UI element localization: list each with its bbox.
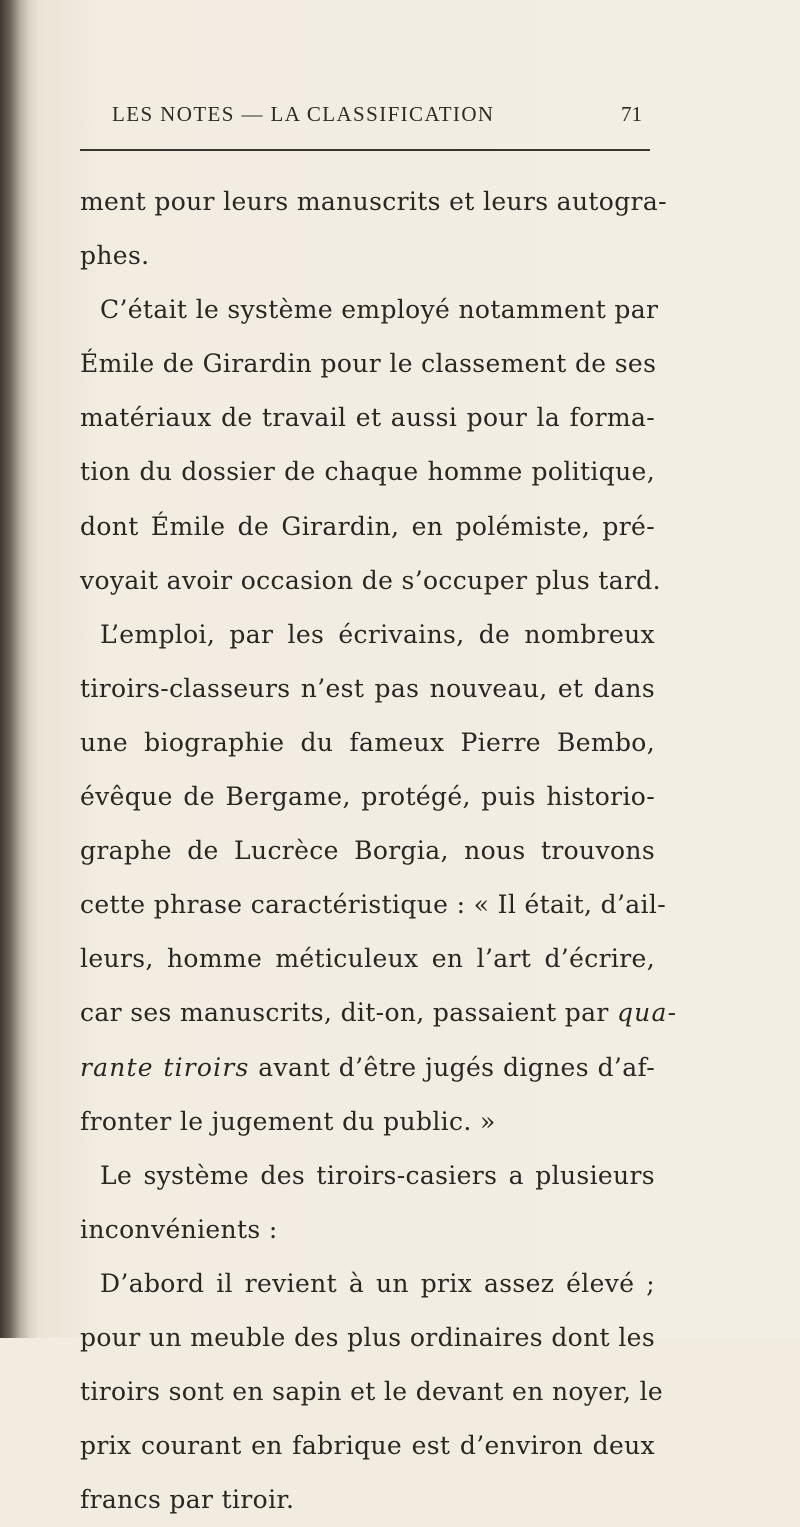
text-line: Émile de Girardin pour le classement de ses xyxy=(80,349,657,379)
text-line: évêque de Bergame, protégé, puis historio- xyxy=(80,782,655,812)
text-line: voyait avoir occasion de s’occuper plus tard. xyxy=(80,565,661,595)
page-number: 71 xyxy=(621,102,642,126)
running-head-title: LES NOTES — LA CLASSIFICATION xyxy=(112,102,495,126)
text-line: ment pour leurs manuscrits et leurs autogra- xyxy=(80,187,667,216)
italic-text: qua- xyxy=(616,998,678,1028)
text-line: fronter le jugement du public. » xyxy=(80,1106,496,1136)
text-line: inconvénients : xyxy=(80,1214,278,1244)
running-head xyxy=(80,102,650,134)
body-text xyxy=(80,175,678,1527)
text-line: prix courant en fabrique est d’environ deux xyxy=(80,1431,655,1461)
text-line: francs par tiroir. xyxy=(80,1485,295,1515)
italic-text: rante tiroirs xyxy=(80,1052,250,1082)
text-line: tiroirs-classeurs n’est pas nouveau, et dans xyxy=(80,673,655,703)
text-line: phes. xyxy=(80,241,150,271)
text-line: rante tiroirs avant d’être jugés dignes d’af- xyxy=(80,1052,655,1082)
text-line: matériaux de travail et aussi pour la forma- xyxy=(80,403,655,433)
text-line: tion du dossier de chaque homme politique, xyxy=(80,457,655,487)
header-rule xyxy=(80,149,650,151)
text-line: tiroirs sont en sapin et le devant en noyer, le xyxy=(80,1377,664,1407)
text-line: cette phrase caractéristique : « Il était, d’ail- xyxy=(80,890,666,920)
book-spine-shadow xyxy=(0,0,40,1338)
text-line: leurs, homme méticuleux en l’art d’écrire, xyxy=(80,944,655,974)
text-line: C’était le système employé notamment par xyxy=(100,295,659,325)
text-line: dont Émile de Girardin, en polémiste, pré- xyxy=(80,511,655,541)
text-line: pour un meuble des plus ordinaires dont les xyxy=(80,1322,655,1352)
text-line: Le système des tiroirs-casiers a plusieurs xyxy=(100,1160,655,1190)
text-line: D’abord il revient à un prix assez élevé ; xyxy=(100,1268,655,1298)
text-line: graphe de Lucrèce Borgia, nous trouvons xyxy=(80,836,655,866)
text-line: une biographie du fameux Pierre Bembo, xyxy=(80,727,655,757)
text-line: L’emploi, par les écrivains, de nombreux xyxy=(100,619,655,649)
text-line: car ses manuscrits, dit-on, passaient par qua- xyxy=(80,998,678,1028)
